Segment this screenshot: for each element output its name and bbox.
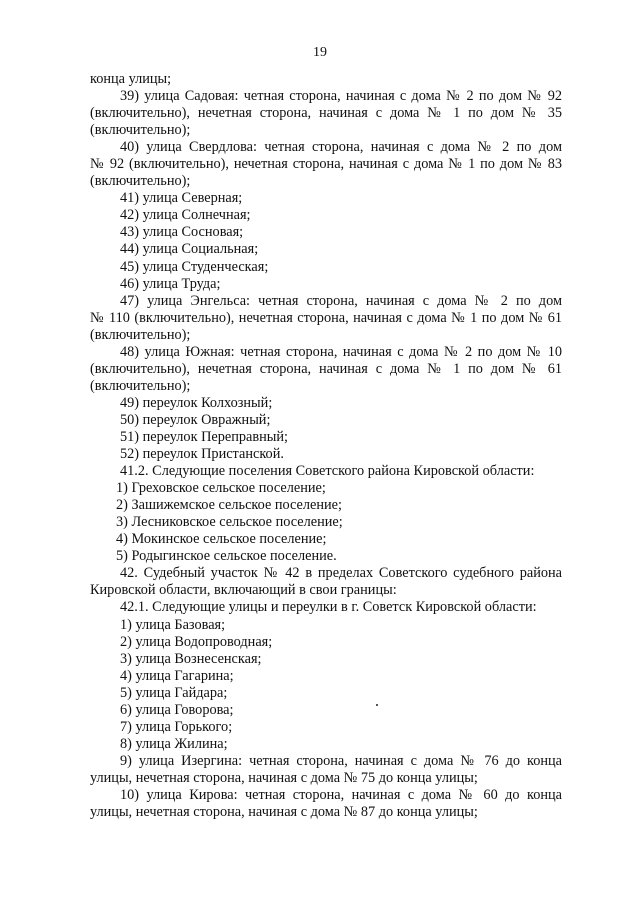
text-line: 7) улица Горького; bbox=[120, 718, 233, 735]
text-line: 42) улица Солнечная; bbox=[120, 207, 251, 224]
text-line: 44) улица Социальная; bbox=[120, 241, 259, 258]
text-line: (включительно), нечетная сторона, начиная с дома № 1 по дом № 61 bbox=[90, 360, 562, 377]
text-line: 2) улица Водопроводная; bbox=[120, 633, 273, 650]
text-line: 5) Родыгинское сельское поселение. bbox=[116, 548, 337, 565]
text-line: 8) улица Жилина; bbox=[120, 735, 228, 752]
text-line: 1) улица Базовая; bbox=[120, 616, 226, 633]
text-line: 1) Греховское сельское поселение; bbox=[116, 480, 326, 497]
text-line: 42.1. Следующие улицы и переулки в г. Советск Кировской области: bbox=[120, 599, 537, 616]
text-line: (включительно); bbox=[90, 122, 191, 139]
text-line: 3) улица Вознесенская; bbox=[120, 650, 262, 667]
text-line: 41) улица Северная; bbox=[120, 190, 243, 207]
text-line: № 92 (включительно), нечетная сторона, начиная с дома № 1 по дом № 83 bbox=[90, 156, 562, 173]
text-line: 39) улица Садовая: четная сторона, начиная с дома № 2 по дом № 92 bbox=[120, 88, 562, 105]
text-line: 2) Зашижемское сельское поселение; bbox=[116, 497, 342, 514]
text-line: (включительно); bbox=[90, 326, 191, 343]
text-line: 47) улица Энгельса: четная сторона, начиная с дома № 2 по дом bbox=[120, 292, 562, 309]
text-line: улицы, нечетная сторона, начиная с дома № 75 до конца улицы; bbox=[90, 769, 478, 786]
text-line: 6) улица Говорова; bbox=[120, 701, 234, 718]
text-line: 42. Судебный участок № 42 в пределах Советского судебного района bbox=[120, 565, 562, 582]
text-line: 46) улица Труда; bbox=[120, 275, 221, 292]
text-line: Кировской области, включающий в свои границы: bbox=[90, 582, 397, 599]
page-number: 19 bbox=[313, 45, 327, 60]
document-body bbox=[90, 71, 562, 821]
text-line: (включительно); bbox=[90, 377, 191, 394]
text-line: № 110 (включительно), нечетная сторона, начиная с дома № 1 по дом № 61 bbox=[90, 309, 562, 326]
text-line: 3) Лесниковское сельское поселение; bbox=[116, 514, 343, 531]
text-line: 9) улица Изергина: четная сторона, начиная с дома № 76 до конца bbox=[120, 752, 562, 769]
text-line: 4) Мокинское сельское поселение; bbox=[116, 531, 327, 548]
text-line: 48) улица Южная: четная сторона, начиная с дома № 2 по дом № 10 bbox=[120, 343, 562, 360]
text-line: 43) улица Сосновая; bbox=[120, 224, 244, 241]
scan-speck bbox=[376, 704, 378, 706]
text-line: 4) улица Гагарина; bbox=[120, 667, 234, 684]
text-line: улицы, нечетная сторона, начиная с дома № 87 до конца улицы; bbox=[90, 804, 478, 821]
text-line: 40) улица Свердлова: четная сторона, начиная с дома № 2 по дом bbox=[120, 139, 562, 156]
text-line: 49) переулок Колхозный; bbox=[120, 394, 273, 411]
text-line: 50) переулок Овражный; bbox=[120, 411, 271, 428]
text-line: 41.2. Следующие поселения Советского района Кировской области: bbox=[120, 463, 535, 480]
text-line: 10) улица Кирова: четная сторона, начиная с дома № 60 до конца bbox=[120, 786, 562, 803]
text-line: конца улицы; bbox=[90, 71, 172, 87]
text-line: 52) переулок Пристанской. bbox=[120, 446, 284, 463]
text-line: (включительно), нечетная сторона, начиная с дома № 1 по дом № 35 bbox=[90, 105, 562, 122]
text-line: 51) переулок Переправный; bbox=[120, 428, 289, 445]
text-line: 5) улица Гайдара; bbox=[120, 684, 228, 701]
text-line: (включительно); bbox=[90, 173, 191, 190]
text-line: 45) улица Студенческая; bbox=[120, 258, 269, 275]
